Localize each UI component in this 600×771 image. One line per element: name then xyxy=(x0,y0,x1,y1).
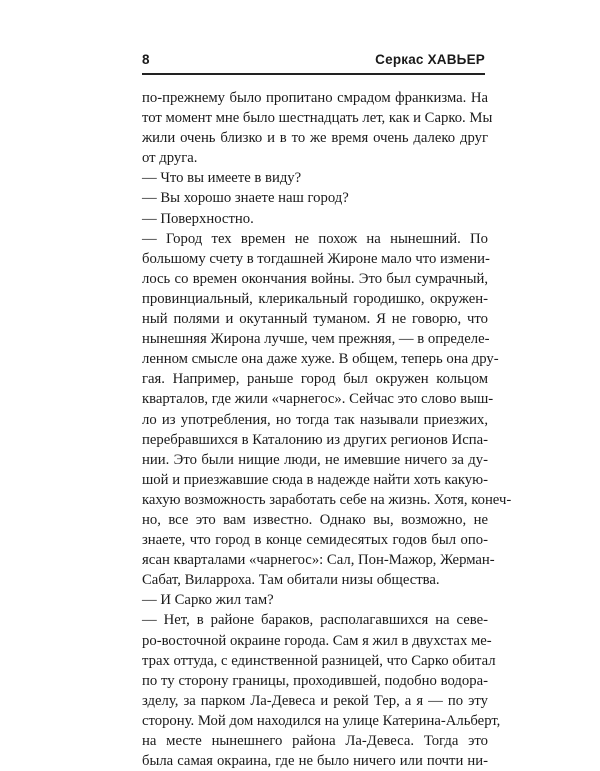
text-line: ро-восточной окраине города. Сам я жил в двухстах ме- xyxy=(142,632,492,649)
text-line: кахую возможность заработать себе на жизнь. Хотя, конеч- xyxy=(142,491,512,508)
text-line: большому счету в тогдашней Жироне мало что измени- xyxy=(142,250,490,267)
text-line: провинциальный, клерикальный городишко, окружен- xyxy=(142,290,488,307)
text-line: нынешняя Жирона лучше, чем прежняя, — в определе- xyxy=(142,331,490,348)
text-line: — И Сарко жил там? xyxy=(142,592,274,609)
text-line: — Вы хорошо знаете наш город? xyxy=(142,190,349,207)
text-line: Сабат, Виларроха. Там обитали низы общества. xyxy=(142,572,440,589)
text-line: на месте нынешнего района Ла-Девеса. Тогда это xyxy=(142,733,488,749)
body-text xyxy=(142,88,512,771)
text-line: — Поверхностно. xyxy=(142,210,254,227)
text-line: гая. Например, раньше город был окружен кольцом xyxy=(142,371,488,388)
text-line: жили очень близко и в то же время очень далеко друг xyxy=(142,130,488,147)
text-line: ло из употребления, но тогда так называли приезжих, xyxy=(142,411,488,428)
text-line: была самая окраина, где не было ничего или почти ни- xyxy=(142,753,488,770)
text-line: шой и приезжавшие сюда в надежде найти хоть какую- xyxy=(142,471,488,488)
page-number: 8 xyxy=(142,52,150,67)
text-line: перебравшихся в Каталонию из других регионов Испа- xyxy=(142,431,488,448)
text-line: трах оттуда, с единственной разницей, что Сарко обитал xyxy=(142,652,496,669)
text-line: но, все это вам известно. Однако вы, возможно, не xyxy=(142,511,488,528)
text-line: лось со времен окончания войны. Это был сумрачный, xyxy=(142,270,488,287)
text-line: сторону. Мой дом находился на улице Катерина-Альберт, xyxy=(142,712,501,729)
text-line: тот момент мне было шестнадцать лет, как и Сарко. Мы xyxy=(142,110,493,127)
author-title: Серкас ХАВЬЕР xyxy=(375,52,485,67)
text-line: ленном смысле она даже хуже. В общем, теперь она дру- xyxy=(142,351,499,368)
text-line: знаете, что город в конце семидесятых годов был опо- xyxy=(142,532,488,549)
text-line: от друга. xyxy=(142,150,198,167)
text-line: ясан кварталами «чарнегос»: Сал, Пон-Мажор, Жерман- xyxy=(142,552,495,569)
text-line: по ту сторону границы, проходившей, подобно водора- xyxy=(142,672,488,689)
text-line: — Нет, в районе бараков, располагавшихся на севе- xyxy=(142,612,488,629)
text-line: нии. Это были нищие люди, не имевшие ничего за ду- xyxy=(142,451,488,468)
text-line: кварталов, где жили «чарнегос». Сейчас это слово выш- xyxy=(142,391,494,408)
text-line: ный полями и окутанный туманом. Я не говорю, что xyxy=(142,311,488,328)
text-line: зделу, за парком Ла-Девеса и рекой Тер, а я — по эту xyxy=(142,692,488,709)
text-line: по-прежнему было пропитано смрадом франкизма. На xyxy=(142,90,488,106)
running-head xyxy=(142,49,485,71)
text-line: — Город тех времен не похож на нынешний. По xyxy=(142,230,488,247)
header-rule xyxy=(142,73,485,75)
text-line: — Что вы имеете в виду? xyxy=(142,170,302,187)
